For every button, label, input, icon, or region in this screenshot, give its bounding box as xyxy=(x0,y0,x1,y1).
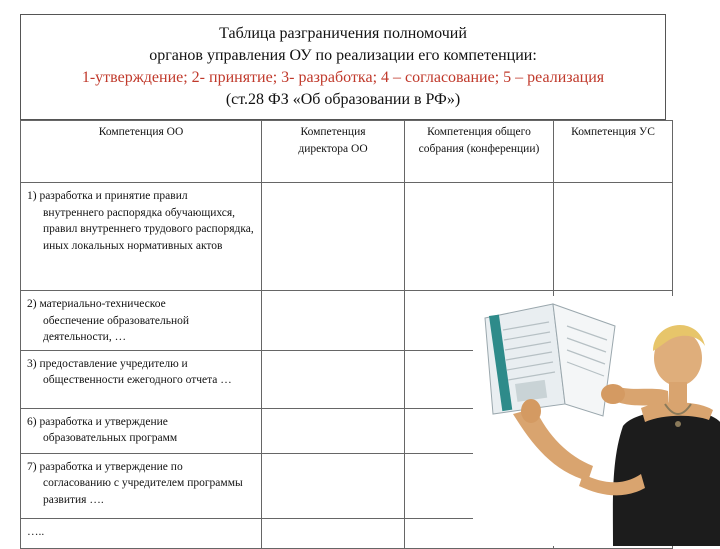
legend-line: 1-утверждение; 2- принятие; 3- разработка; 4 – согласование; 5 – реализация xyxy=(81,69,605,86)
table-header-box xyxy=(20,14,666,120)
table-header-row xyxy=(21,121,673,183)
column-header: Компетенция директора ОО xyxy=(262,121,405,183)
table-row xyxy=(21,183,673,291)
column-header: Компетенция ОО xyxy=(21,121,262,183)
row-text: внутреннего распорядка обучающихся, правил внутреннего трудового распорядка, иных локальных нормативных актов xyxy=(43,206,254,252)
row-text: общественности ежегодного отчета … xyxy=(43,374,232,386)
row-text: согласованию с учредителем программы развития …. xyxy=(43,477,243,506)
row-text: 6) разработка и утверждение xyxy=(27,415,168,428)
row-text: 7) разработка и утверждение по xyxy=(27,460,183,473)
column-header: Компетенция УС xyxy=(554,121,673,183)
row-text: ….. xyxy=(27,525,45,538)
row-text: 2) материально-техническое xyxy=(27,298,166,310)
column-header: Компетенция общего собрания (конференции) xyxy=(405,121,554,183)
row-text: 1) разработка и принятие правил xyxy=(27,190,188,202)
title-line-2: органов управления ОУ по реализации его компетенции: xyxy=(149,47,537,64)
title-line-1: Таблица разграничения полномочий xyxy=(219,25,467,42)
teacher-with-book-photo xyxy=(473,296,720,546)
row-text: образовательных программ xyxy=(43,432,178,444)
row-text: 3) предоставление учредителю и xyxy=(27,357,188,370)
open-book-icon xyxy=(485,304,615,416)
row-text: обеспечение образовательной деятельности, … xyxy=(43,314,190,343)
source-line: (ст.28 ФЗ «Об образовании в РФ») xyxy=(225,91,461,108)
